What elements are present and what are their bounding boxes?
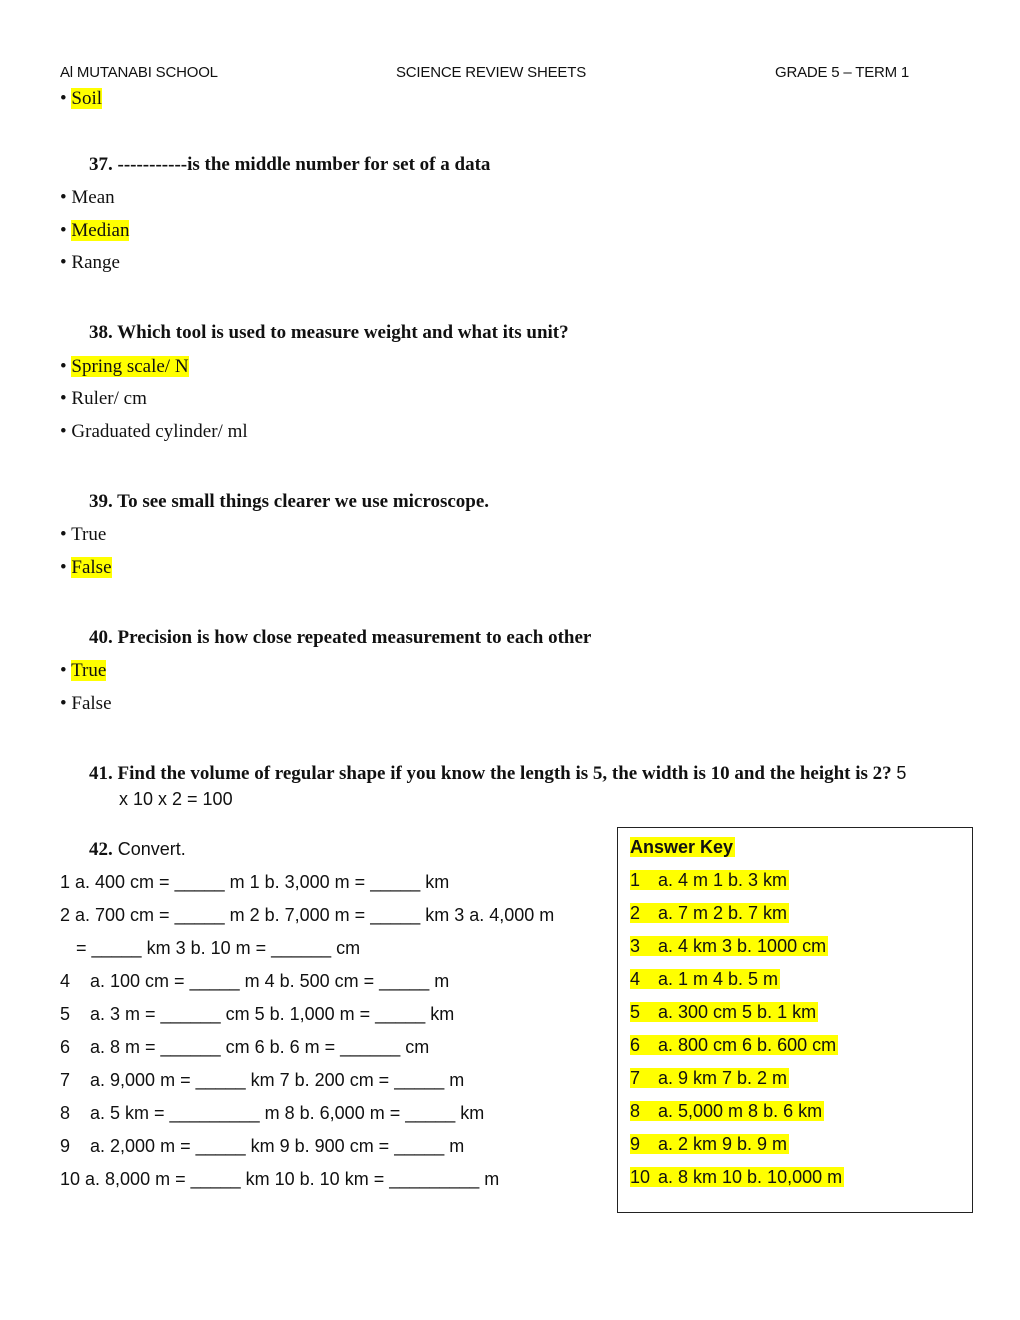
answer-key-number: 2	[630, 903, 641, 923]
answer-key-number: 1	[630, 870, 641, 890]
q37-option-3: • Range	[60, 252, 120, 273]
answer-key-number: 4	[630, 969, 641, 989]
answer-key-text: a. 8 km 10 b. 10,000 m	[658, 1167, 843, 1187]
answer-key-item	[630, 1134, 789, 1155]
option-label: True	[71, 524, 107, 545]
answer-key-number: 7	[630, 1068, 641, 1088]
answer-key-item	[630, 969, 780, 990]
question-38: 38. Which tool is used to measure weight and what its unit?	[89, 322, 569, 343]
question-41-answer-part2: x 10 x 2 = 100	[119, 789, 233, 809]
answer-key-text: a. 2 km 9 b. 9 m	[658, 1134, 788, 1154]
question-39: 39. To see small things clearer we use microscope.	[89, 491, 490, 512]
question-40: 40. Precision is how close repeated measurement to each other	[89, 627, 592, 648]
question-42-label: Convert.	[117, 839, 186, 859]
answer-key-text: a. 4 m 1 b. 3 km	[658, 870, 788, 890]
convert-line-7: 7 a. 9,000 m = _____ km 7 b. 200 cm = _____ m	[60, 1070, 465, 1090]
convert-line-2: 2 a. 700 cm = _____ m 2 b. 7,000 m = _____ km 3 a. 4,000 m	[60, 905, 555, 925]
convert-line-9: 9 a. 2,000 m = _____ km 9 b. 900 cm = _____ m	[60, 1136, 465, 1156]
answer-key-number: 6	[630, 1035, 641, 1055]
question-42-number: 42.	[89, 839, 113, 860]
q38-option-1: • Spring scale/ N	[60, 356, 189, 377]
answer-key-item	[630, 1167, 844, 1188]
option-label: Soil	[71, 88, 103, 109]
header-grade: GRADE 5 – TERM 1	[775, 64, 910, 81]
answer-key-number: 8	[630, 1101, 641, 1121]
option-label: Mean	[71, 187, 115, 208]
q40-option-1: • True	[60, 660, 107, 681]
q39-option-2: • False	[60, 557, 112, 578]
answer-key-text: a. 7 m 2 b. 7 km	[658, 903, 788, 923]
answer-key-number: 5	[630, 1002, 641, 1022]
answer-key-item	[630, 1035, 838, 1056]
answer-key-item	[630, 903, 789, 924]
header-school: Al MUTANABI SCHOOL	[60, 64, 218, 81]
option-label: Ruler/ cm	[71, 388, 147, 409]
question-41	[89, 763, 906, 785]
answer-key-text: a. 5,000 m 8 b. 6 km	[658, 1101, 823, 1121]
q40-option-2: • False	[60, 693, 112, 714]
convert-line-5: 5 a. 3 m = ______ cm 5 b. 1,000 m = _____ km	[60, 1004, 455, 1024]
answer-key-text: a. 4 km 3 b. 1000 cm	[658, 936, 827, 956]
option-soil: • Soil	[60, 88, 103, 109]
option-label: Range	[71, 252, 120, 273]
answer-key-item	[630, 870, 789, 891]
answer-key-number: 9	[630, 1134, 641, 1154]
question-42	[89, 839, 186, 861]
answer-key-item	[630, 1068, 789, 1089]
answer-key-item	[630, 936, 828, 957]
answer-key-text: a. 800 cm 6 b. 600 cm	[658, 1035, 837, 1055]
convert-line-4: 4 a. 100 cm = _____ m 4 b. 500 cm = _____ m	[60, 971, 450, 991]
convert-line-10: 10 a. 8,000 m = _____ km 10 b. 10 km = _________ m	[60, 1169, 500, 1189]
answer-key-number: 10	[630, 1167, 651, 1187]
option-label: Graduated cylinder/ ml	[71, 421, 248, 442]
answer-key-text: a. 9 km 7 b. 2 m	[658, 1068, 788, 1088]
convert-line-8: 8 a. 5 km = _________ m 8 b. 6,000 m = _____ km	[60, 1103, 485, 1123]
question-37: 37. -----------is the middle number for set of a data	[89, 154, 491, 175]
q37-option-1: • Mean	[60, 187, 115, 208]
convert-line-6: 6 a. 8 m = ______ cm 6 b. 6 m = ______ cm	[60, 1037, 430, 1057]
option-label: False	[71, 693, 112, 714]
answer-key-box	[617, 827, 973, 1213]
option-label: Median	[71, 220, 130, 241]
answer-key-title-text: Answer Key	[630, 837, 734, 857]
q38-option-2: • Ruler/ cm	[60, 388, 147, 409]
q38-option-3: • Graduated cylinder/ ml	[60, 421, 248, 442]
answer-key-item	[630, 1002, 818, 1023]
answer-key-title	[630, 837, 735, 858]
convert-line-3: = _____ km 3 b. 10 m = ______ cm	[76, 938, 361, 958]
q39-option-1: • True	[60, 524, 107, 545]
option-label: True	[71, 660, 107, 681]
question-41-answer-part1: 5	[896, 763, 907, 783]
convert-line-1: 1 a. 400 cm = _____ m 1 b. 3,000 m = _____ km	[60, 872, 450, 892]
option-label: False	[71, 557, 112, 578]
answer-key-text: a. 1 m 4 b. 5 m	[658, 969, 779, 989]
question-41-text: 41. Find the volume of regular shape if you know the length is 5, the width is 10 and the height is 2?	[89, 763, 892, 784]
option-label: Spring scale/ N	[71, 356, 189, 377]
answer-key-item	[630, 1101, 824, 1122]
answer-key-text: a. 300 cm 5 b. 1 km	[658, 1002, 817, 1022]
q37-option-2: • Median	[60, 220, 130, 241]
header-title: SCIENCE REVIEW SHEETS	[396, 64, 587, 81]
answer-key-number: 3	[630, 936, 641, 956]
